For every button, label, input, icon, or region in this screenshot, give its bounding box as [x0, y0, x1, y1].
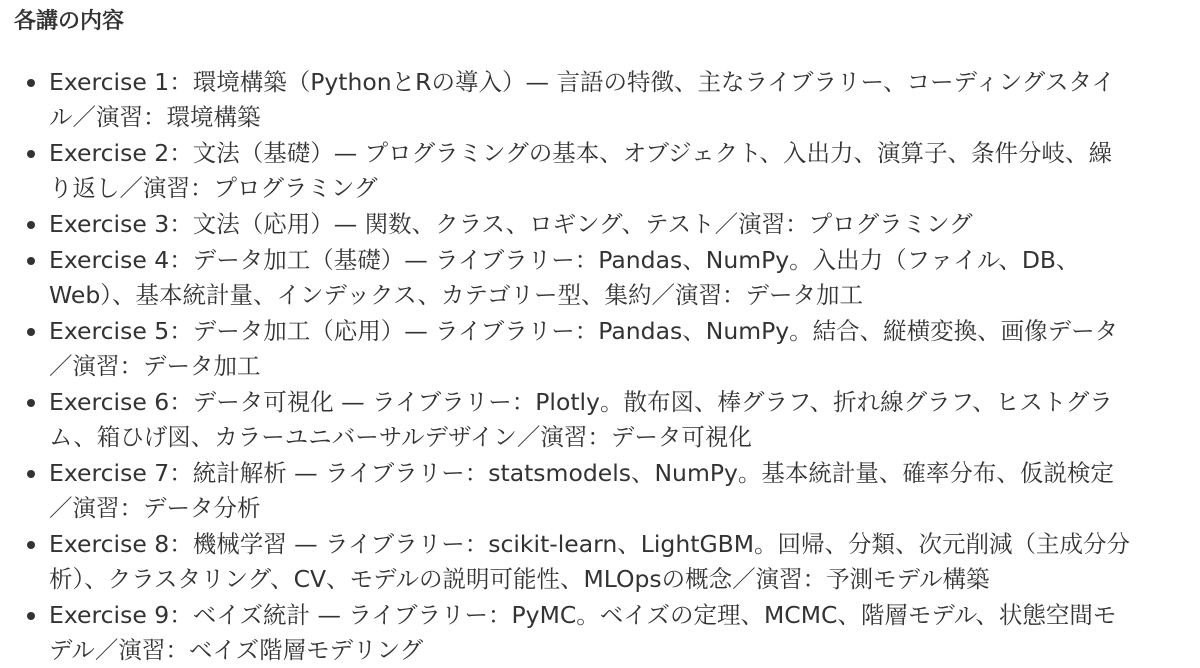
list-item-exercise-8	[14, 527, 1134, 597]
list-item-exercise-7	[14, 456, 1134, 526]
exercise-list	[14, 65, 1134, 668]
list-item-text: Exercise 6：データ可視化 — ライブラリー：Plotly。散布図、棒グラフ、折れ線グラフ、ヒストグラム、箱ひげ図、カラーユニバーサルデザイン／演習：データ可視化	[49, 388, 1113, 451]
list-item-exercise-2	[14, 136, 1134, 206]
bullet-icon	[27, 79, 35, 87]
bullet-icon	[27, 541, 35, 549]
bullet-icon	[27, 399, 35, 407]
list-item-exercise-4	[14, 243, 1134, 313]
bullet-icon	[27, 221, 35, 229]
section-heading: 各講の内容	[14, 9, 125, 34]
list-item-text: Exercise 2：文法（基礎）— プログラミングの基本、オブジェクト、入出力、演算子、条件分岐、繰り返し／演習：プログラミング	[49, 139, 1112, 202]
list-item-text: Exercise 4：データ加工（基礎）— ライブラリー：Pandas、NumPy。入出力（ファイル、DB、Web）、基本統計量、インデックス、カテゴリー型、集約／演習：データ加工	[49, 246, 1080, 309]
list-item-exercise-1	[14, 65, 1134, 135]
bullet-icon	[27, 470, 35, 478]
bullet-icon	[27, 257, 35, 265]
bullet-icon	[27, 150, 35, 158]
bullet-icon	[27, 612, 35, 620]
list-item-exercise-5	[14, 314, 1134, 384]
list-item-text: Exercise 7：統計解析 — ライブラリー：statsmodels、NumPy。基本統計量、確率分布、仮説検定／演習：データ分析	[49, 459, 1114, 522]
list-item-text: Exercise 5：データ加工（応用）— ライブラリー：Pandas、NumPy。結合、縦横変換、画像データ／演習：データ加工	[49, 317, 1119, 380]
list-item-exercise-6	[14, 385, 1134, 455]
list-item-exercise-9	[14, 598, 1134, 668]
bullet-icon	[27, 328, 35, 336]
list-item-text: Exercise 8：機械学習 — ライブラリー：scikit-learn、LightGBM。回帰、分類、次元削減（主成分分析）、クラスタリング、CV、モデルの説明可能性、MLOpsの概念／演習：予測モデル構築	[49, 530, 1131, 593]
list-item-exercise-3	[14, 207, 1134, 242]
list-item-text: Exercise 9：ベイズ統計 — ライブラリー：PyMC。ベイズの定理、MCMC、階層モデル、状態空間モデル／演習：ベイズ階層モデリング	[49, 601, 1117, 664]
list-item-text: Exercise 3：文法（応用）— 関数、クラス、ロギング、テスト／演習：プログラミング	[49, 210, 973, 238]
list-item-text: Exercise 1：環境構築（PythonとRの導入）— 言語の特徴、主なライブラリー、コーディングスタイル／演習：環境構築	[49, 68, 1116, 131]
